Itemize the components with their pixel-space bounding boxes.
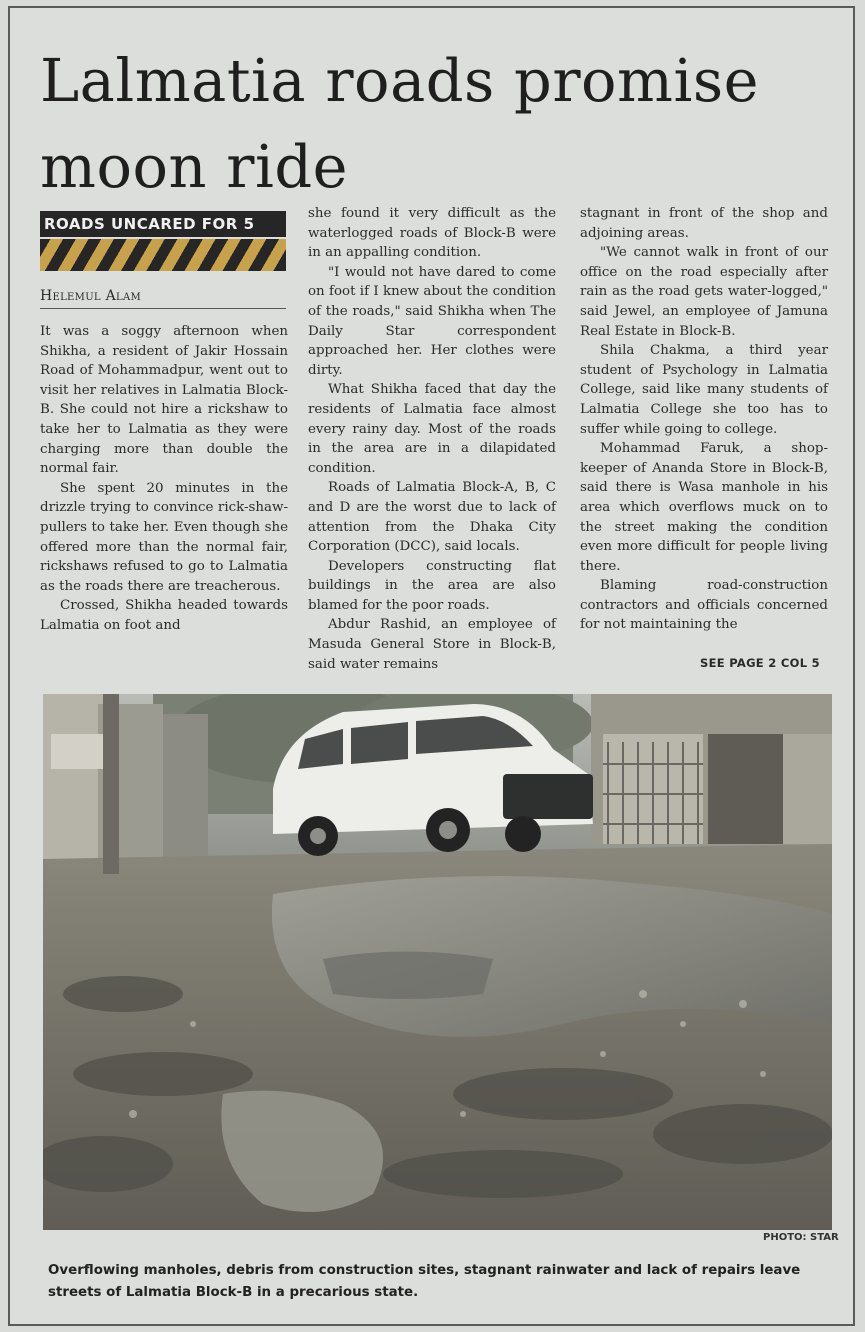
article-column-3 [580,204,828,635]
newspaper-clipping [8,6,855,1326]
paragraph: Mohammad Faruk, a shop-keeper of Ananda Store in Block-B, said there is Wasa manhole in his area which overflows muck on to the street making the condition even more difficult for people living there. [580,441,828,574]
paragraph: Roads of Lalmatia Block-A, B, C and D are the worst due to lack of attention from the Dhaka City Corporation (DCC), said locals. [308,480,556,555]
paragraph: Abdur Rashid, an employee of Masuda General Store in Block-B, said water remains [308,617,556,672]
paragraph: Shila Chakma, a third year student of Psychology in Lalmatia College, said like many students of Lalmatia College she too has to suffer while going to college. [580,343,828,437]
paragraph: she found it very difficult as the waterlogged roads of Block-B were in an appalling condition. [308,206,556,261]
news-photo [43,694,832,1230]
article-column-2 [308,204,556,674]
continued-reference: SEE PAGE 2 COL 5 [700,656,820,670]
paragraph: What Shikha faced that day the residents of Lalmatia face almost every rainy day. Most of the roads in the area are in a dilapidated condition. [308,382,556,476]
paragraph: Blaming road-construction contractors and officials concerned for not maintaining the [580,578,828,633]
photo-credit: PHOTO: STAR [763,1232,839,1243]
article-column-1 [40,322,288,636]
headline: Lalmatia roads promise moon ride [40,46,760,201]
street-photo-illustration [43,694,832,1230]
paragraph: She spent 20 minutes in the drizzle trying to convince rick-shaw-pullers to take her. Even though she offered more than the normal fair, rickshaws refused to go to Lalmatia as the roads there are treacherous. [40,480,288,594]
photo-caption: Overflowing manholes, debris from construction sites, stagnant rainwater and lack of repairs leave streets of Lalmatia Block-B in a precarious state. [48,1263,801,1300]
paragraph: Crossed, Shikha headed towards Lalmatia on foot and [40,598,288,633]
kicker-label: ROADS UNCARED FOR 5 [40,211,286,237]
paragraph: "We cannot walk in front of our office on the road especially after rain as the road gets water-logged," said Jewel, an employee of Jamuna Real Estate in Block-B. [580,245,828,339]
hazard-stripes [40,239,286,271]
paragraph: Developers constructing flat buildings in the area are also blamed for the poor roads. [308,558,556,613]
paragraph: stagnant in front of the shop and adjoining areas. [580,206,828,241]
paragraph: "I would not have dared to come on foot if I knew about the condition of the roads," said Shikha when The Daily Star correspondent approached her. Her clothes were dirty. [308,264,556,378]
series-kicker [40,211,286,273]
byline: Helemul Alam [40,288,286,309]
paragraph: It was a soggy afternoon when Shikha, a resident of Jakir Hossain Road of Mohammadpur, went out to visit her relatives in Lalmatia Block-B. She could not hire a rickshaw to take her to Lalmatia as they were charging more than double the normal fair. [40,324,288,477]
